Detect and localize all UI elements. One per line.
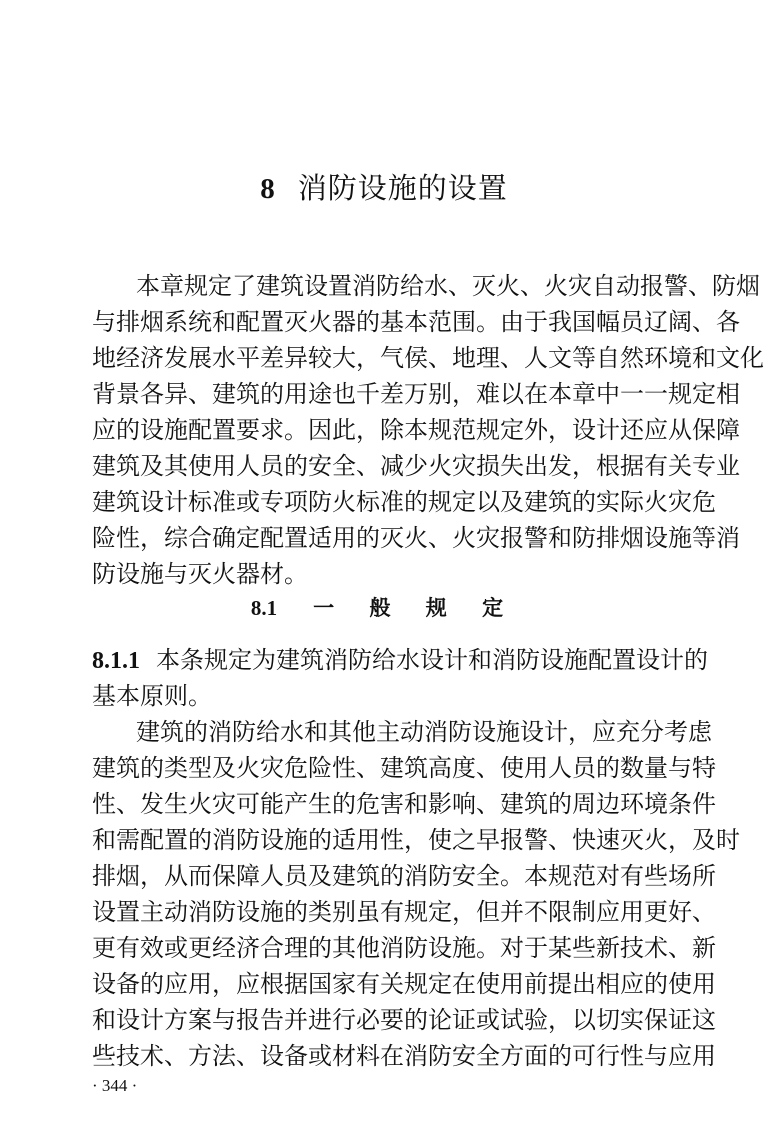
intro-line: 与排烟系统和配置灭火器的基本范围。由于我国幅员辽阔、各 (92, 308, 740, 336)
body-line: 些技术、方法、设备或材料在消防安全方面的可行性与应用 (92, 1042, 716, 1070)
body-line: 和设计方案与报告并进行必要的论证或试验，以切实保证这 (92, 1006, 716, 1034)
section-heading (0, 592, 768, 622)
body-line: 和需配置的消防设施的适用性，使之早报警、快速灭火，及时 (92, 826, 740, 854)
chapter-title-text: 消防设施的设置 (297, 171, 508, 205)
body-line: 建筑的消防给水和其他主动消防设施设计，应充分考虑 (136, 718, 712, 746)
section-number: 8.1 (250, 596, 278, 620)
intro-line: 地经济发展水平差异较大，气侯、地理、人文等自然环境和文化 (92, 344, 764, 372)
intro-line: 险性，综合确定配置适用的灭火、火灾报警和防排烟设施等消 (92, 524, 740, 552)
section-title-text: 一 般 规 定 (313, 595, 518, 620)
body-line: 排烟，从而保障人员及建筑的消防安全。本规范对有些场所 (92, 862, 716, 890)
chapter-title (0, 166, 768, 207)
intro-line: 背景各异、建筑的用途也千差万别，难以在本章中一一规定相 (92, 380, 740, 408)
intro-line: 应的设施配置要求。因此，除本规范规定外，设计还应从保障 (92, 416, 740, 444)
body-line: 性、发生火灾可能产生的危害和影响、建筑的周边环境条件 (92, 790, 716, 818)
clause-line (92, 643, 708, 678)
clause-text: 本条规定为建筑消防给水设计和消防设施配置设计的 (156, 646, 708, 674)
page-number: · 344 · (92, 1076, 138, 1095)
intro-line: 建筑设计标准或专项防火标准的规定以及建筑的实际火灾危 (92, 488, 716, 516)
body-line: 建筑的类型及火灾危险性、建筑高度、使用人员的数量与特 (92, 754, 716, 782)
intro-line: 建筑及其使用人员的安全、减少火灾损失出发，根据有关专业 (92, 452, 740, 480)
body-line: 更有效或更经济合理的其他消防设施。对于某些新技术、新 (92, 934, 716, 962)
chapter-number: 8 (260, 173, 276, 205)
clause-line: 基本原则。 (92, 682, 212, 710)
intro-line: 本章规定了建筑设置消防给水、灭火、火灾自动报警、防烟 (136, 272, 760, 300)
clause-number: 8.1.1 (92, 648, 140, 674)
body-line: 设置主动消防设施的类别虽有规定，但并不限制应用更好、 (92, 898, 716, 926)
body-line: 设备的应用，应根据国家有关规定在使用前提出相应的使用 (92, 970, 716, 998)
intro-line: 防设施与灭火器材。 (92, 560, 308, 588)
